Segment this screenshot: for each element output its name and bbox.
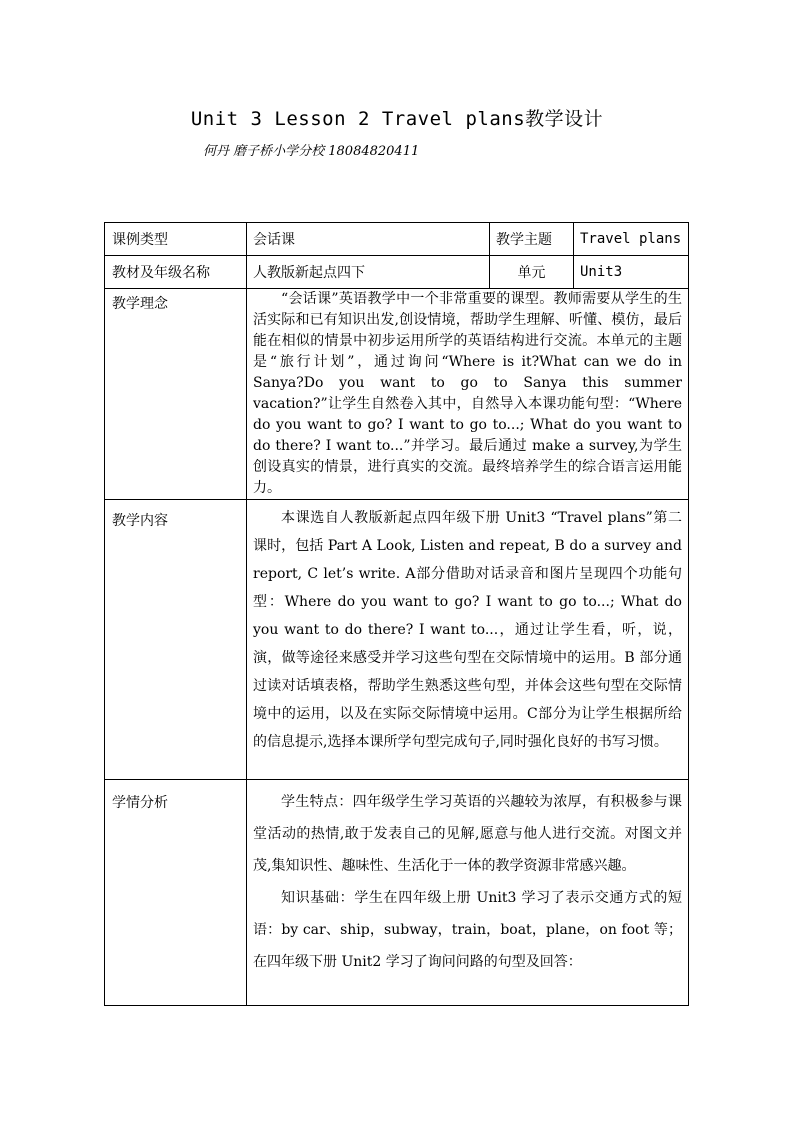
- teaching-philosophy-text: “会话课”英语教学中一个非常重要的课型。教师需要从学生的生活实际和已有知识出发,创设情境，帮助学生理解、听懂、模仿，最后能在相似的情景中初步运用所学的英语结构进行交流。本单元的主题是“旅行计划”，通过询问“Where is it?What can we do in Sanya?Do you want to go to Sanya this summer vacation?”让学生自然卷入其中，自然导入本课功能句型：“Where do you want to go? I want to go to...; What do you want to do there? I want to...”并学习。最后通过 make a survey,为学生创设真实的情景，进行真实的交流。最终培养学生的综合语言运用能力。: [253, 291, 682, 496]
- lesson-info-table: [104, 222, 689, 1006]
- unit-value: Unit3: [574, 256, 689, 289]
- teaching-theme-value: Travel plans: [574, 223, 689, 256]
- teaching-theme-label: 教学主题: [490, 223, 574, 256]
- table-row: [105, 223, 689, 256]
- table-row: [105, 256, 689, 289]
- textbook-grade-value: 人教版新起点四下: [247, 256, 490, 289]
- student-analysis-label-text: 学情分析: [112, 795, 168, 811]
- table-row: [105, 500, 689, 780]
- page-title: Unit 3 Lesson 2 Travel plans教学设计: [190, 108, 604, 130]
- teaching-content-cell: [247, 500, 689, 780]
- teaching-content-label-text: 教学内容: [112, 513, 168, 529]
- unit-label: 单元: [490, 256, 574, 289]
- teaching-content-label: [105, 500, 247, 780]
- teaching-content-text: 本课选自人教版新起点四年级下册 Unit3 “Travel plans”第二课时，包括 Part A Look, Listen and repeat, B do a survey and report, C let’s write. A部分借助对话录音和图片呈现四个功能句型：Where do you want to go? I want to go to...; What do you want to do there? I want to...，通过让学生看，听，说，演，做等途径来感受并学习这些句型在交际情境中的运用。B 部分通过读对话填表格，帮助学生熟悉这些句型，并体会这些句型在交际情境中的运用，以及在实际交际情境中运用。C部分为让学生根据所给的信息提示,选择本课所学句型完成句子,同时强化良好的书写习惯。: [253, 510, 682, 750]
- student-traits-text: 学生特点：四年级学生学习英语的兴趣较为浓厚，有积极参与课堂活动的热情,敢于发表自己的见解,愿意与他人进行交流。对图文并茂,集知识性、趣味性、生活化于一体的教学资源非常感兴趣。: [253, 794, 682, 874]
- student-analysis-cell: [247, 780, 689, 1006]
- teaching-philosophy-label: [105, 289, 247, 500]
- table-row: [105, 780, 689, 1006]
- lesson-type-label: 课例类型: [105, 223, 247, 256]
- teaching-philosophy-label-text: 教学理念: [112, 296, 168, 312]
- lesson-type-value: 会话课: [247, 223, 490, 256]
- student-analysis-label: [105, 780, 247, 1006]
- knowledge-base-text: 知识基础：学生在四年级上册 Unit3 学习了表示交通方式的短语：by car、ship，subway，train，boat，plane，on foot 等；在四年级下册 Unit2 学习了询问问路的句型及回答：: [253, 890, 682, 970]
- teaching-philosophy-cell: [247, 289, 689, 500]
- textbook-grade-label: 教材及年级名称: [105, 256, 247, 289]
- author-line: 何丹 磨子桥小学分校 18084820411: [203, 144, 420, 159]
- table-row: [105, 289, 689, 500]
